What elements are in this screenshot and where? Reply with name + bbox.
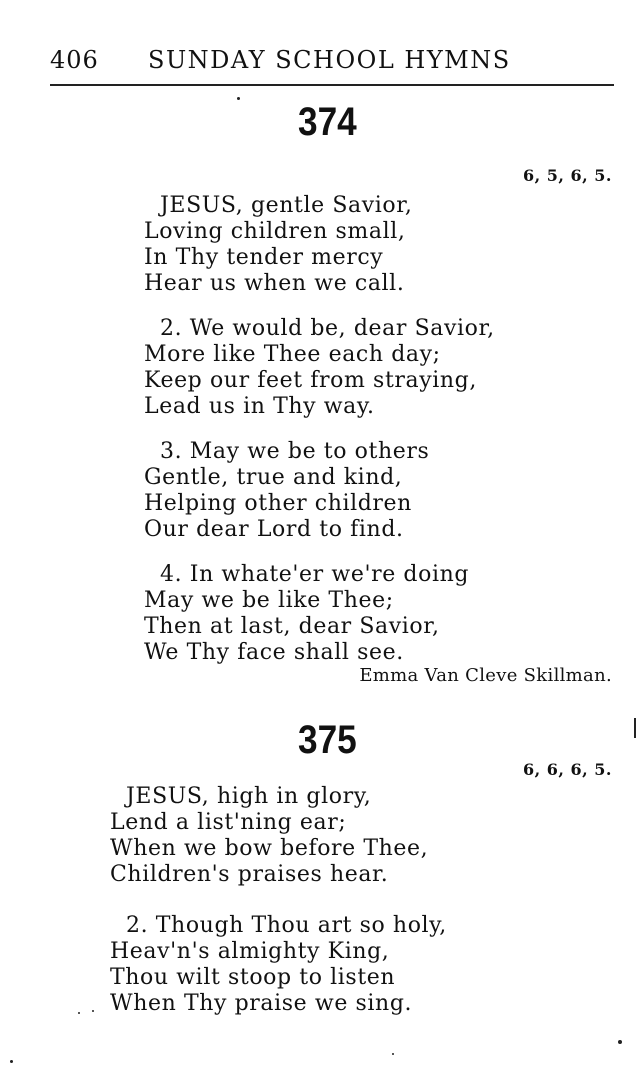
hymn-number-375: 375 — [298, 718, 357, 762]
verse-line: 2. We would be, dear Savior, — [160, 316, 495, 341]
scan-speck — [78, 1012, 80, 1014]
verse-line: Hear us when we call. — [144, 271, 405, 296]
page-number: 406 — [50, 46, 99, 74]
verse-line: Children's praises hear. — [110, 862, 389, 887]
page-header — [50, 46, 612, 78]
verse-line: When we bow before Thee, — [110, 836, 429, 861]
verse-line: Heav'n's almighty King, — [110, 939, 390, 964]
hymn-375-stanza-2 — [110, 913, 447, 1017]
verse-line: 4. In whate'er we're doing — [160, 562, 470, 587]
verse-line: Lend a list'ning ear; — [110, 810, 347, 835]
verse-line: Keep our feet from straying, — [144, 368, 477, 393]
hymn-374-stanza-1 — [144, 193, 413, 297]
verse-line: In Thy tender mercy — [144, 245, 384, 270]
hymn-374-stanza-3 — [144, 439, 429, 543]
scan-speck — [392, 1053, 394, 1055]
verse-line: Lead us in Thy way. — [144, 394, 375, 419]
verse-line: JESUS, high in glory, — [126, 784, 372, 809]
verse-line: Gentle, true and kind, — [144, 465, 403, 490]
verse-line: More like Thee each day; — [144, 342, 441, 367]
verse-line: Thou wilt stoop to listen — [110, 965, 396, 990]
verse-line: Helping other children — [144, 491, 412, 516]
hymn-meter-375: 6, 6, 6, 5. — [522, 760, 612, 779]
scan-mark — [634, 718, 636, 738]
verse-line: When Thy praise we sing. — [110, 991, 413, 1016]
verse-line: JESUS, gentle Savior, — [160, 193, 413, 218]
hymn-374-stanza-2 — [144, 316, 495, 420]
scan-speck — [237, 97, 240, 100]
header-rule — [50, 84, 614, 86]
hymn-375-stanza-1 — [110, 784, 428, 888]
hymn-374-stanza-4 — [144, 562, 469, 666]
verse-line: Our dear Lord to find. — [144, 517, 404, 542]
hymn-374-author: Emma Van Cleve Skillman. — [359, 665, 612, 686]
verse-line: We Thy face shall see. — [144, 640, 404, 665]
verse-line: 3. May we be to others — [160, 439, 430, 464]
hymn-number-374: 374 — [298, 100, 357, 144]
scan-speck — [618, 1040, 622, 1044]
hymn-meter-374: 6, 5, 6, 5. — [522, 166, 612, 185]
scan-speck — [10, 1060, 13, 1063]
verse-line: Then at last, dear Savior, — [144, 614, 440, 639]
verse-line: May we be like Thee; — [144, 588, 394, 613]
verse-line: 2. Though Thou art so holy, — [126, 913, 447, 938]
scan-speck — [92, 1010, 94, 1012]
running-title: SUNDAY SCHOOL HYMNS — [148, 46, 511, 74]
verse-line: Loving children small, — [144, 219, 406, 244]
